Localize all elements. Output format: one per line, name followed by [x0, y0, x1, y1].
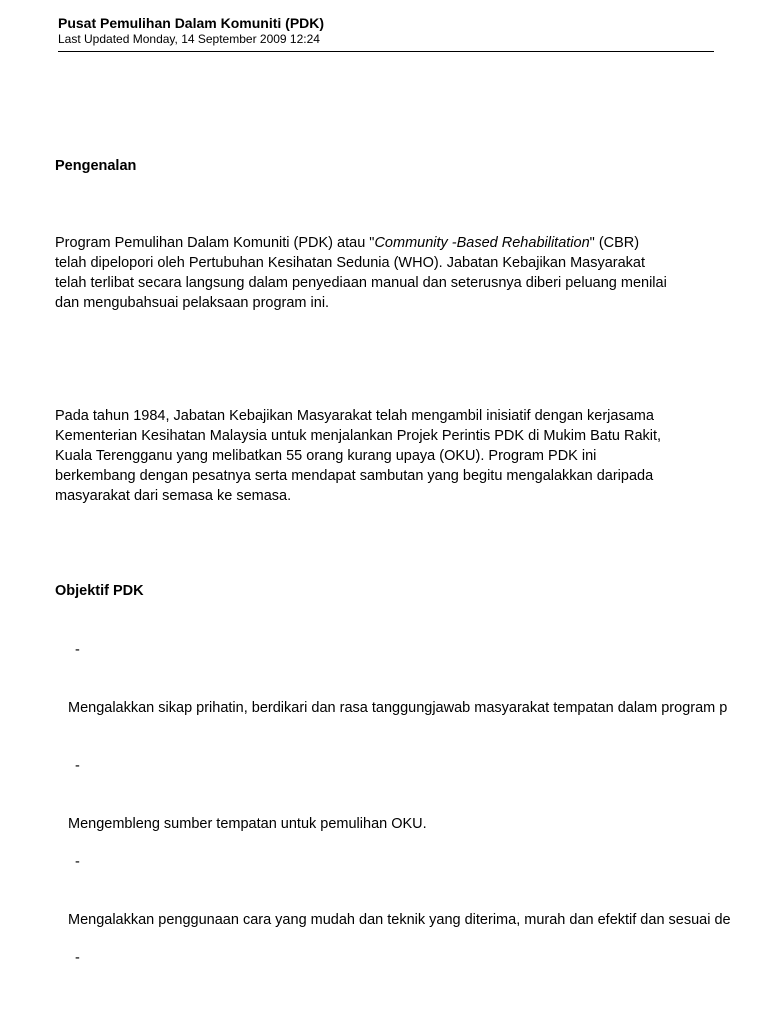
objective-item-2: Mengembleng sumber tempatan untuk pemulihan OKU.: [68, 816, 427, 832]
list-dash: -: [75, 758, 80, 774]
section-heading-pengenalan: Pengenalan: [55, 158, 137, 174]
document-title: Pusat Pemulihan Dalam Komuniti (PDK): [58, 15, 325, 31]
objective-item-1: Mengalakkan sikap prihatin, berdikari dan rasa tanggungjawab masyarakat tempatan dalam program p: [68, 700, 728, 716]
text-fragment: Program Pemulihan Dalam Komuniti (PDK) atau ": [55, 235, 375, 251]
paragraph-line: berkembang dengan pesatnya serta mendapat sambutan yang begitu mengalakkan daripada: [55, 468, 654, 484]
list-dash: -: [75, 854, 80, 870]
emphasized-term: Community -Based Rehabilitation: [374, 235, 590, 251]
paragraph-line: Pada tahun 1984, Jabatan Kebajikan Masyarakat telah mengambil inisiatif dengan kerjasama: [55, 408, 654, 424]
paragraph-line: telah dipelopori oleh Pertubuhan Kesihatan Sedunia (WHO). Jabatan Kebajikan Masyarakat: [55, 255, 646, 271]
paragraph-line: telah terlibat secara langsung dalam penyediaan manual dan seterusnya diberi peluang menilai: [55, 275, 667, 291]
list-dash: -: [75, 950, 80, 966]
paragraph-line: Kuala Terengganu yang melibatkan 55 orang kurang upaya (OKU). Program PDK ini: [55, 448, 597, 464]
intro-paragraph-1: [55, 233, 735, 313]
document-header: [58, 15, 714, 52]
paragraph-line: [55, 233, 735, 253]
objective-item-3: Mengalakkan penggunaan cara yang mudah dan teknik yang diterima, murah dan efektif dan sesuai de: [68, 912, 731, 928]
intro-paragraph-2: [55, 406, 735, 506]
last-updated: Last Updated Monday, 14 September 2009 12:24: [58, 32, 320, 46]
section-heading-objektif: Objektif PDK: [55, 583, 144, 599]
text-fragment: " (CBR): [589, 235, 640, 251]
paragraph-line: masyarakat dari semasa ke semasa.: [55, 488, 292, 504]
paragraph-line: dan mengubahsuai pelaksaan program ini.: [55, 295, 330, 311]
paragraph-line: Kementerian Kesihatan Malaysia untuk menjalankan Projek Perintis PDK di Mukim Batu Rakit,: [55, 428, 662, 444]
list-dash: -: [75, 642, 80, 658]
